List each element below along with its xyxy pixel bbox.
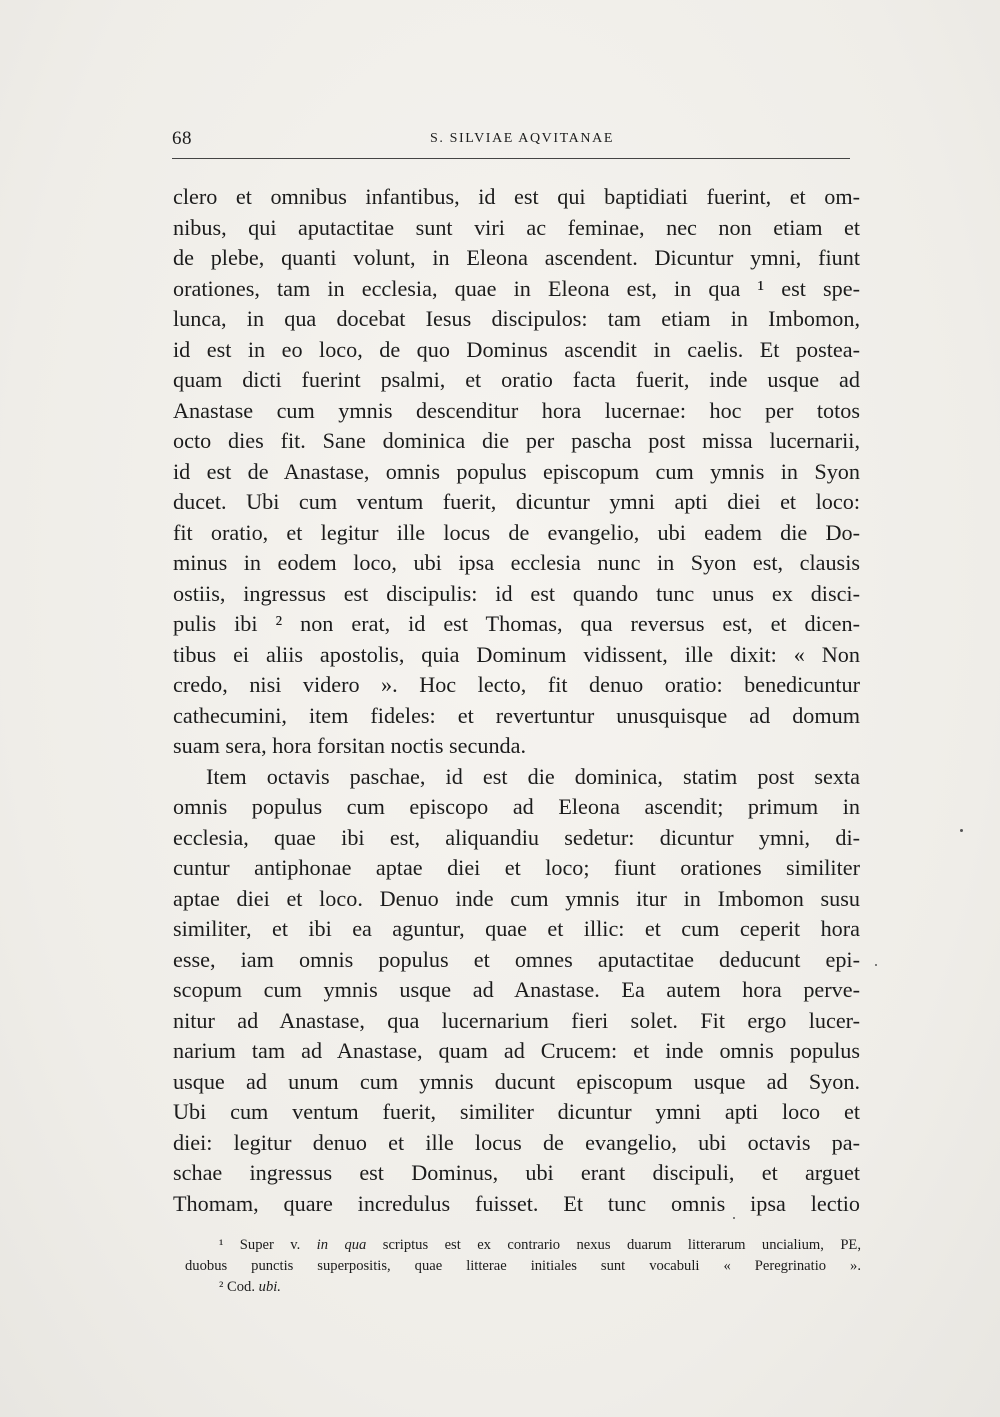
footnote-1-italic: in qua (316, 1237, 367, 1253)
text-line: cuntur antiphonae aptae diei et loco; fiunt orationes similiter (173, 855, 860, 880)
footnote-2 (185, 1277, 861, 1298)
text-line: de plebe, quanti volunt, in Eleona ascendent. Dicuntur ymni, fiunt (173, 245, 860, 270)
text-line-paragraph-end: suam sera, hora forsitan noctis secunda. (173, 733, 527, 758)
text-line: schae ingressus est Dominus, ubi erant discipuli, et arguet (173, 1160, 860, 1185)
text-line: credo, nisi videro ». Hoc lecto, fit denuo oratio: benedicuntur (173, 672, 860, 697)
text-line: ducet. Ubi cum ventum fuerit, dicuntur ymni apti diei et loco: (173, 489, 860, 514)
footnote-2-prefix: ² Cod. (219, 1279, 259, 1295)
text-line: minus in eodem loco, ubi ipsa ecclesia nunc in Syon est, clausis (173, 550, 860, 575)
footnotes (185, 1235, 861, 1298)
running-title: S. SILVIAE AQVITANAE (430, 131, 614, 146)
text-line: usque ad unum cum ymnis ducunt episcopum usque ad Syon. (173, 1068, 860, 1094)
paper-speck (733, 1217, 735, 1219)
text-line: Anastase cum ymnis descenditur hora lucernae: hoc per totos (173, 397, 860, 423)
paper-speck (875, 964, 877, 966)
text-line: cathecumini, item fideles: et revertuntur unusquisque ad domum (173, 702, 860, 728)
text-line: Ubi cum ventum fuerit, similiter dicuntur ymni apti loco et (173, 1099, 860, 1124)
text-line: omnis populus cum episcopo ad Eleona ascendit; primum in (173, 794, 860, 819)
paper-speck (960, 829, 963, 832)
footnote-2-italic: ubi. (258, 1279, 281, 1295)
text-line: clero et omnibus infantibus, id est qui baptidiati fuerint, et om- (173, 184, 860, 209)
text-line: id est de Anastase, omnis populus episcopum cum ymnis in Syon (173, 458, 860, 484)
footnote-1-line-2: duobus punctis superpositis, quae litterae initiales sunt vocabuli « Peregrinatio ». (185, 1258, 861, 1274)
page-number: 68 (172, 128, 192, 149)
text-line: narium tam ad Anastase, quam ad Crucem: et inde omnis populus (173, 1038, 860, 1063)
running-head (172, 128, 860, 156)
footnote-1-line-1 (185, 1235, 861, 1256)
text-line: orationes, tam in ecclesia, quae in Eleona est, in qua ¹ est spe- (173, 275, 860, 301)
footnote-1-prefix: ¹ Super v. (219, 1237, 317, 1253)
text-line: scopum cum ymnis usque ad Anastase. Ea autem hora perve- (173, 977, 860, 1002)
text-line: ecclesia, quae ibi est, aliquandiu sedetur: dicuntur ymni, di- (173, 824, 860, 850)
text-line: fit oratio, et legitur ille locus de evangelio, ubi eadem die Do- (173, 519, 860, 545)
text-line: aptae diei et loco. Denuo inde cum ymnis itur in Imbomon susu (173, 885, 860, 911)
text-line: Thomam, quare incredulus fuisset. Et tunc omnis ipsa lectio (173, 1190, 860, 1216)
text-line: octo dies fit. Sane dominica die per pascha post missa lucernarii, (173, 428, 860, 453)
footnote-1-suffix: scriptus est ex contrario nexus duarum litterarum uncialium, PE, (366, 1237, 861, 1253)
text-line: ostiis, ingressus est discipulis: id est quando tunc unus ex disci- (173, 580, 860, 606)
header-rule (172, 158, 850, 159)
text-line: id est in eo loco, de quo Dominus ascendit in caelis. Et postea- (173, 336, 860, 362)
text-line: lunca, in qua docebat Iesus discipulos: tam etiam in Imbomon, (173, 306, 860, 331)
text-line: esse, iam omnis populus et omnes aputactitae deducunt epi- (173, 946, 860, 972)
text-line-paragraph-start: Item octavis paschae, id est die dominica, statim post sexta (206, 763, 860, 789)
body-text (173, 182, 860, 1219)
text-line: tibus ei aliis apostolis, quia Dominum vidissent, ille dixit: « Non (173, 641, 860, 667)
text-line: nibus, qui aputactitae sunt viri ac feminae, nec non etiam et (173, 214, 860, 240)
text-line: quam dicti fuerint psalmi, et oratio facta fuerit, inde usque ad (173, 367, 860, 392)
text-line: pulis ibi ² non erat, id est Thomas, qua reversus est, et dicen- (173, 611, 860, 636)
text-line: nitur ad Anastase, qua lucernarium fieri solet. Fit ergo lucer- (173, 1007, 860, 1033)
text-line: similiter, et ibi ea aguntur, quae et illic: et cum ceperit hora (173, 916, 860, 941)
text-line: diei: legitur denuo et ille locus de evangelio, ubi octavis pa- (173, 1129, 860, 1155)
